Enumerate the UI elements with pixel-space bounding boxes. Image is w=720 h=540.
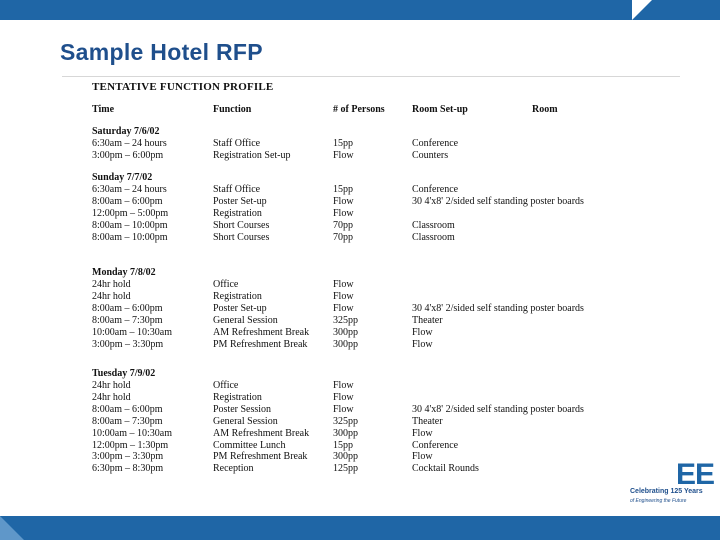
schedule-row bbox=[0, 291, 720, 303]
cell-setup: 30 4'x8' 2/sided self standing poster boards bbox=[412, 302, 584, 314]
column-header-function: Function bbox=[213, 104, 252, 115]
cell-setup: 30 4'x8' 2/sided self standing poster boards bbox=[412, 195, 584, 207]
cell-function: Registration bbox=[213, 391, 262, 403]
logo-subtagline: of Engineering the Future bbox=[630, 498, 687, 504]
cell-time: 3:00pm – 6:00pm bbox=[92, 149, 164, 161]
schedule-row bbox=[0, 232, 720, 244]
cell-persons: 15pp bbox=[333, 184, 353, 195]
cell-persons: Flow bbox=[333, 207, 354, 219]
schedule-row bbox=[0, 392, 720, 404]
column-header-setup: Room Set-up bbox=[412, 104, 468, 115]
cell-persons: 300pp bbox=[333, 427, 358, 439]
cell-function: Office bbox=[213, 279, 239, 290]
cell-time: 24hr hold bbox=[92, 279, 131, 290]
cell-function: AM Refreshment Break bbox=[213, 326, 310, 338]
schedule-row bbox=[0, 380, 720, 392]
cell-persons: Flow bbox=[333, 195, 354, 207]
schedule-row bbox=[0, 428, 720, 440]
cell-setup: Flow bbox=[412, 451, 433, 463]
top-banner-notch bbox=[632, 0, 652, 20]
cell-time: 24hr hold bbox=[92, 380, 131, 391]
cell-function: Poster Set-up bbox=[213, 195, 267, 207]
cell-persons: Flow bbox=[333, 149, 354, 161]
schedule-row bbox=[0, 416, 720, 428]
cell-function: Poster Set-up bbox=[213, 302, 267, 314]
cell-function: AM Refreshment Break bbox=[213, 427, 310, 439]
schedule-row bbox=[0, 451, 720, 463]
schedule-row bbox=[0, 196, 720, 208]
cell-time: 3:00pm – 3:30pm bbox=[92, 338, 164, 350]
schedule-row bbox=[0, 440, 720, 452]
cell-time: 6:30am – 24 hours bbox=[92, 138, 167, 149]
cell-time: 8:00am – 6:00pm bbox=[92, 195, 163, 207]
cell-setup: Conference bbox=[412, 184, 459, 195]
cell-time: 12:00pm – 5:00pm bbox=[92, 207, 169, 219]
column-header-room: Room bbox=[532, 104, 558, 115]
bottom-banner-accent bbox=[0, 516, 24, 540]
schedule-row bbox=[0, 404, 720, 416]
cell-persons: 300pp bbox=[333, 338, 358, 350]
schedule-row bbox=[0, 208, 720, 220]
column-header-persons: # of Persons bbox=[333, 104, 385, 115]
cell-setup: Flow bbox=[412, 338, 433, 350]
cell-persons: 15pp bbox=[333, 439, 353, 451]
cell-time: 10:00am – 10:30am bbox=[92, 326, 172, 338]
day-label: Monday 7/8/02 bbox=[92, 267, 156, 278]
cell-time: 8:00am – 6:00pm bbox=[92, 302, 163, 314]
cell-setup: 30 4'x8' 2/sided self standing poster boards bbox=[412, 403, 584, 415]
cell-persons: 70pp bbox=[333, 231, 353, 243]
cell-function: Staff Office bbox=[213, 138, 261, 149]
day-label: Tuesday 7/9/02 bbox=[92, 368, 156, 379]
cell-setup: Counters bbox=[412, 149, 449, 161]
day-label: Saturday 7/6/02 bbox=[92, 126, 160, 137]
cell-function: Staff Office bbox=[213, 184, 261, 195]
schedule-row bbox=[0, 303, 720, 315]
cell-setup: Classroom bbox=[412, 219, 455, 231]
cell-setup: Conference bbox=[412, 439, 459, 451]
cell-persons: Flow bbox=[333, 279, 354, 290]
slide-title: Sample Hotel RFP bbox=[60, 39, 263, 65]
cell-time: 3:00pm – 3:30pm bbox=[92, 451, 164, 463]
cell-time: 8:00am – 7:30pm bbox=[92, 314, 163, 326]
schedule-row bbox=[0, 220, 720, 232]
cell-function: Poster Session bbox=[213, 403, 272, 415]
day-label: Sunday 7/7/02 bbox=[92, 172, 153, 183]
cell-persons: 300pp bbox=[333, 326, 358, 338]
cell-persons: Flow bbox=[333, 380, 354, 391]
cell-persons: 70pp bbox=[333, 219, 353, 231]
cell-persons: Flow bbox=[333, 290, 354, 302]
cell-time: 6:30pm – 8:30pm bbox=[92, 463, 164, 475]
cell-function: General Session bbox=[213, 415, 278, 427]
cell-time: 8:00am – 10:00pm bbox=[92, 231, 168, 243]
schedule-row bbox=[0, 339, 720, 351]
cell-function: Registration bbox=[213, 207, 262, 219]
cell-time: 8:00am – 7:30pm bbox=[92, 415, 163, 427]
top-banner-tail bbox=[652, 0, 720, 20]
cell-time: 24hr hold bbox=[92, 391, 131, 403]
cell-function: Reception bbox=[213, 463, 254, 475]
cell-setup: Theater bbox=[412, 314, 443, 326]
logo-tagline: Celebrating 125 Years bbox=[630, 488, 703, 495]
schedule-row bbox=[0, 463, 720, 475]
cell-function: Short Courses bbox=[213, 231, 270, 243]
cell-persons: 300pp bbox=[333, 451, 358, 463]
cell-function: PM Refreshment Break bbox=[213, 338, 308, 350]
top-banner bbox=[0, 0, 720, 20]
column-header-time: Time bbox=[92, 104, 115, 115]
schedule-row bbox=[0, 184, 720, 196]
cell-time: 8:00am – 6:00pm bbox=[92, 403, 163, 415]
cell-function: Office bbox=[213, 380, 239, 391]
cell-persons: 325pp bbox=[333, 314, 358, 326]
cell-time: 12:00pm – 1:30pm bbox=[92, 439, 169, 451]
cell-time: 6:30am – 24 hours bbox=[92, 184, 167, 195]
title-divider bbox=[62, 76, 680, 77]
cell-persons: 125pp bbox=[333, 463, 358, 475]
schedule-row bbox=[0, 327, 720, 339]
cell-time: 10:00am – 10:30am bbox=[92, 427, 172, 439]
cell-setup: Flow bbox=[412, 427, 433, 439]
cell-persons: Flow bbox=[333, 302, 354, 314]
ee-logo-mark: EE bbox=[676, 458, 715, 491]
cell-setup: Classroom bbox=[412, 231, 455, 243]
schedule-row bbox=[0, 138, 720, 150]
cell-function: Committee Lunch bbox=[213, 439, 286, 451]
cell-function: General Session bbox=[213, 314, 278, 326]
cell-persons: 325pp bbox=[333, 415, 358, 427]
cell-persons: Flow bbox=[333, 403, 354, 415]
cell-persons: Flow bbox=[333, 391, 354, 403]
bottom-banner bbox=[0, 516, 720, 540]
cell-setup: Conference bbox=[412, 138, 459, 149]
cell-setup: Flow bbox=[412, 326, 433, 338]
cell-function: PM Refreshment Break bbox=[213, 451, 308, 463]
cell-setup: Theater bbox=[412, 415, 443, 427]
cell-function: Short Courses bbox=[213, 219, 270, 231]
cell-persons: 15pp bbox=[333, 138, 353, 149]
cell-time: 24hr hold bbox=[92, 290, 131, 302]
schedule-row bbox=[0, 279, 720, 291]
cell-function: Registration bbox=[213, 290, 262, 302]
schedule-row bbox=[0, 315, 720, 327]
cell-time: 8:00am – 10:00pm bbox=[92, 219, 168, 231]
cell-function: Registration Set-up bbox=[213, 149, 291, 161]
schedule-row bbox=[0, 150, 720, 162]
cell-setup: Cocktail Rounds bbox=[412, 463, 479, 475]
document-heading: TENTATIVE FUNCTION PROFILE bbox=[92, 81, 274, 93]
